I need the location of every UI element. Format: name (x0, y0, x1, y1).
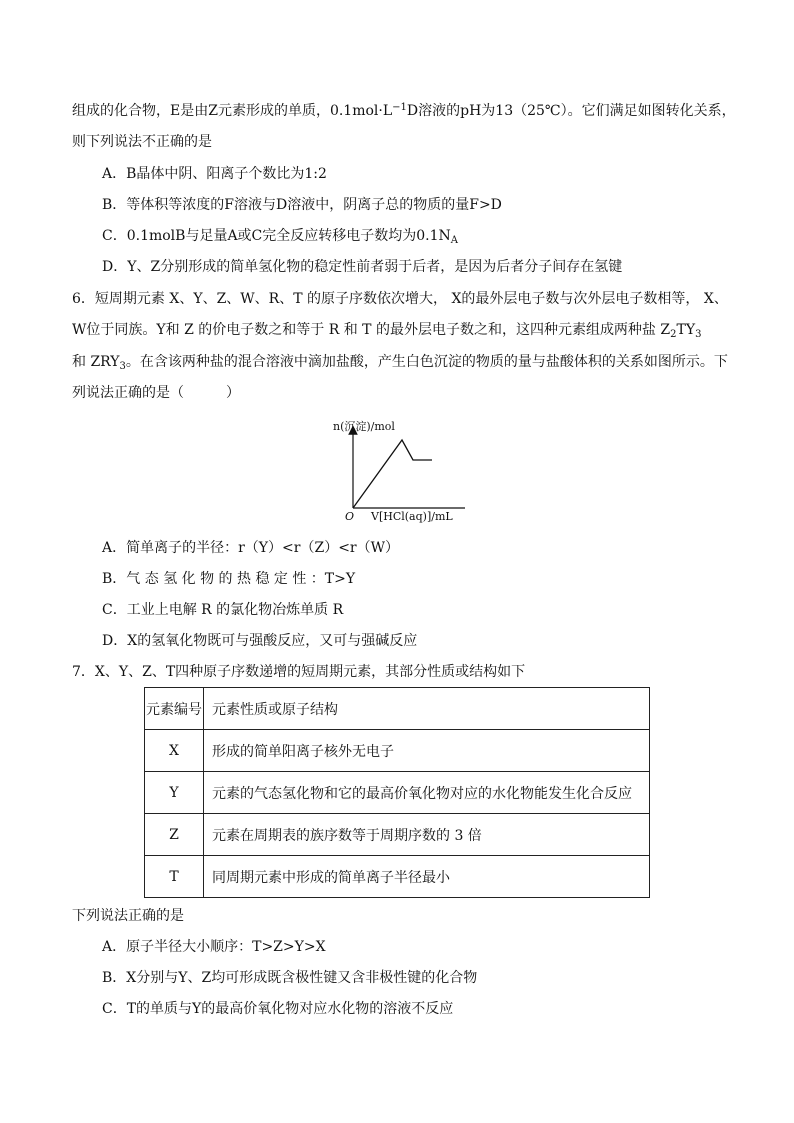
q6-stem-line-4: 列说法正确的是（ ） (72, 385, 240, 401)
q6-subscript: 3 (695, 329, 702, 340)
table-header-cell: 元素编号 (145, 688, 204, 730)
q6-subscript: 2 (670, 329, 677, 340)
graph-y-label: n(沉淀)/mol (333, 420, 395, 433)
precipitate-graph (325, 412, 475, 524)
table-row (145, 814, 650, 856)
q5-option-a: A．B晶体中阴、阳离子个数比为1:2 (102, 166, 327, 182)
table-cell-property: 元素的气态氢化物和它的最高价氧化物对应的水化物能发生化合反应 (204, 772, 650, 814)
table-cell-element: T (145, 856, 204, 898)
q6-option-c: C．工业上电解 R 的氯化物冶炼单质 R (102, 602, 344, 618)
q6-option-b: B．气 态 氢 化 物 的 热 稳 定 性 ：T>Y (102, 571, 356, 587)
table-header-row (145, 688, 650, 730)
q6-stem-line-3 (72, 352, 728, 372)
q5-stem-line-2: 则下列说法不正确的是 (72, 134, 212, 150)
graph-origin-label: O (345, 510, 355, 523)
q6-subscript: 3 (119, 361, 126, 372)
q5-option-c-subscript: A (450, 235, 459, 246)
table-header-cell: 元素性质或原子结构 (204, 688, 650, 730)
table-cell-element: Y (145, 772, 204, 814)
q7-stem: 7．X、Y、Z、T四种原子序数递增的短周期元素，其部分性质或结构如下 (72, 664, 526, 680)
q5-option-c-text: C．0.1molB与足量A或C完全反应转移电子数均为0.1N (102, 228, 451, 244)
q6-option-a: A．简单离子的半径：r（Y）<r（Z）<r（W） (102, 540, 400, 556)
q6-stem-line-1: 6．短周期元素 X、Y、Z、W、R、T 的原子序数依次增大， X的最外层电子数与次外层电子数相等， X、 (72, 291, 728, 307)
table-cell-element: Z (145, 814, 204, 856)
table-row (145, 772, 650, 814)
q5-option-b: B．等体积等浓度的F溶液与D溶液中，阴离子总的物质的量F>D (102, 197, 502, 213)
q5-stem-text: 组成的化合物，E是由Z元素形成的单质，0.1mol·L (72, 103, 393, 119)
table-row (145, 856, 650, 898)
table-cell-property: 同周期元素中形成的简单离子半径最小 (204, 856, 650, 898)
q6-stem-line-2-text: W位于同族。Y和 Z 的价电子数之和等于 R 和 T 的最外层电子数之和，这四种元素组成两种盐 Z (72, 322, 671, 338)
precipitate-curve (353, 440, 432, 508)
q5-stem-text-tail: D溶液的pH为13（25℃）。它们满足如图转化关系， (406, 103, 736, 119)
graph-x-label: V[HCl(aq)]/mL (371, 510, 453, 523)
element-properties-table (144, 687, 650, 898)
q7-after-table: 下列说法正确的是 (72, 908, 184, 924)
table-cell-property: 元素在周期表的族序数等于周期序数的 3 倍 (204, 814, 650, 856)
q5-option-c (102, 226, 458, 246)
q7-option-a: A．原子半径大小顺序：T>Z>Y>X (102, 939, 326, 955)
q6-option-d: D．X的氢氧化物既可与强酸反应，又可与强碱反应 (102, 633, 418, 649)
table-row (145, 730, 650, 772)
q5-stem-line-1 (72, 101, 736, 121)
q5-option-d: D．Y、Z分别形成的简单氢化物的稳定性前者弱于后者，是因为后者分子间存在氢键 (102, 259, 623, 275)
table-cell-property: 形成的简单阳离子核外无电子 (204, 730, 650, 772)
q7-option-b: B．X分别与Y、Z均可形成既含极性键又含非极性键的化合物 (102, 970, 478, 986)
q7-option-c: C．T的单质与Y的最高价氧化物对应水化物的溶液不反应 (102, 1001, 454, 1017)
q6-stem-line-2 (72, 320, 701, 340)
q6-stem-line-3-formula: 和 ZRY (72, 354, 120, 370)
q6-stem-line-3-text: 。在含该两种盐的混合溶液中滴加盐酸，产生白色沉淀的物质的量与盐酸体积的关系如图所示。下 (125, 354, 728, 370)
q5-stem-exponent: −1 (392, 102, 407, 113)
table-cell-element: X (145, 730, 204, 772)
q6-stem-line-2-formula: TY (676, 322, 696, 338)
